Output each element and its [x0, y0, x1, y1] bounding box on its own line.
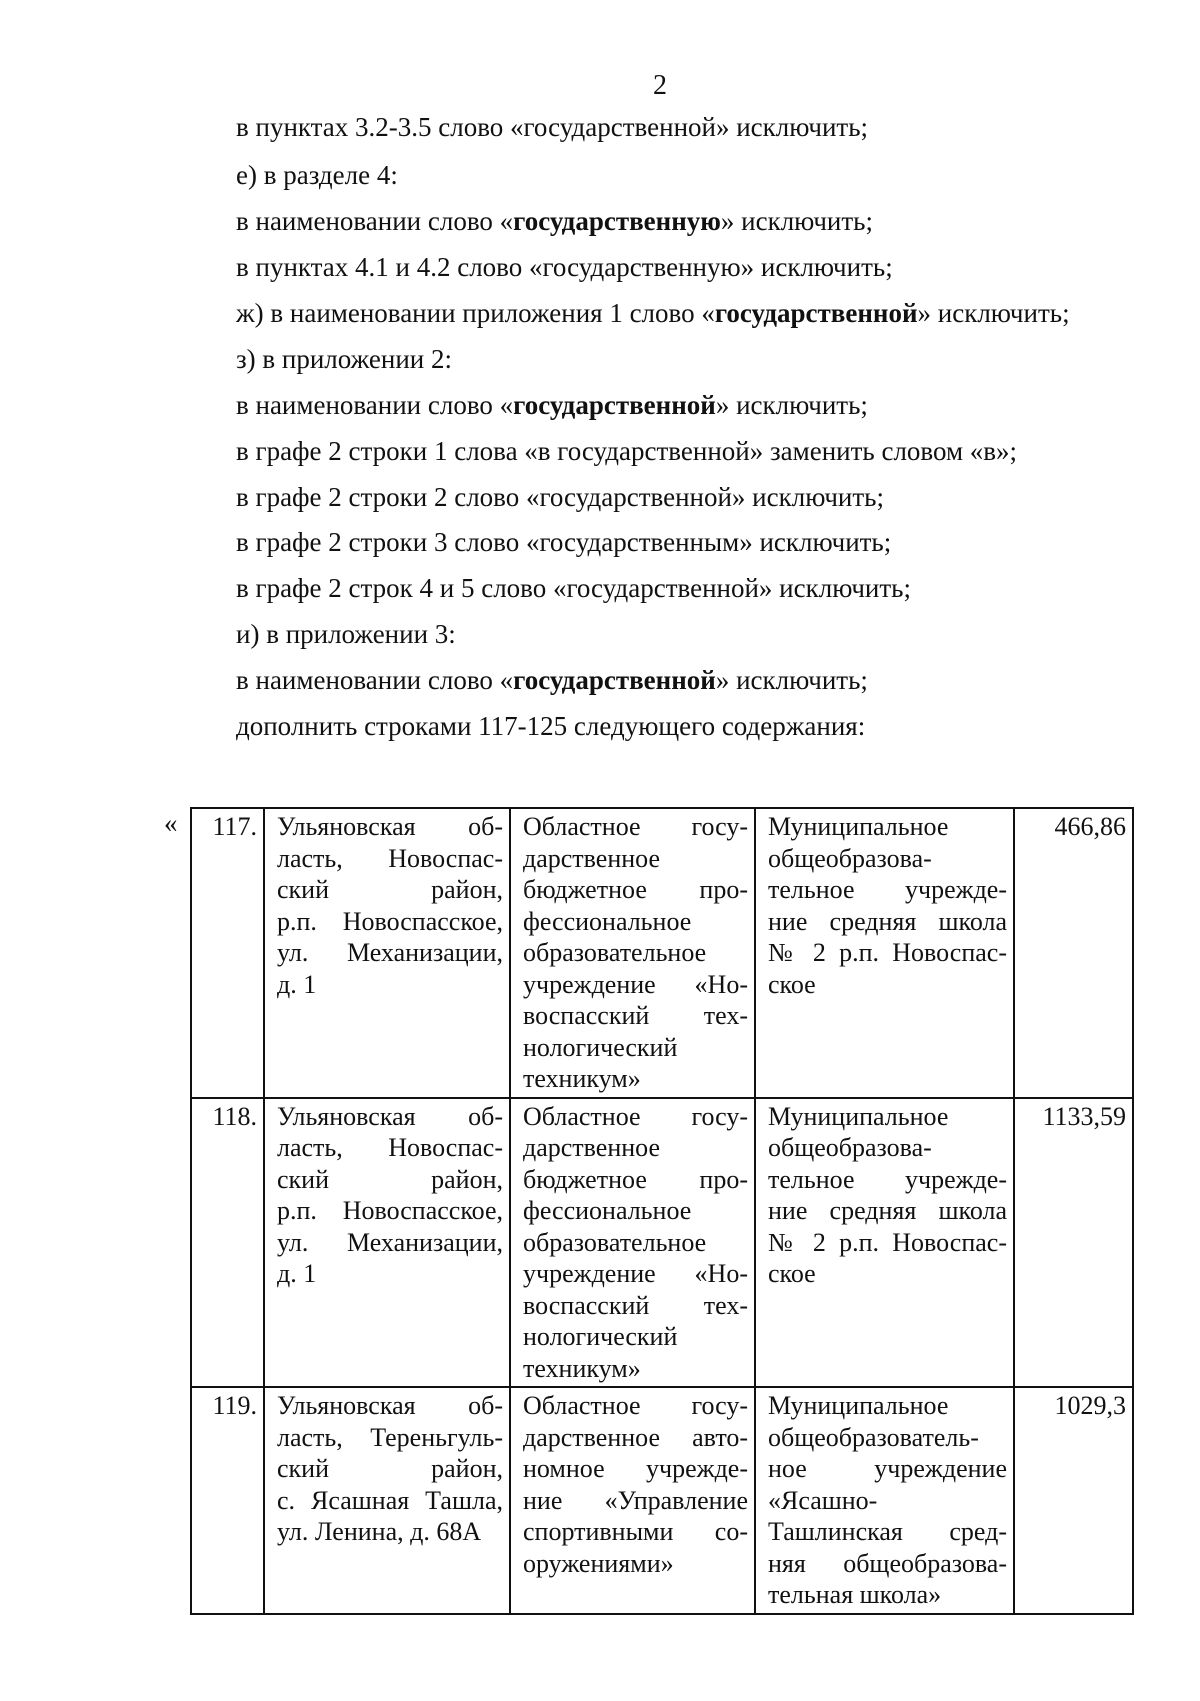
user-line: тельная школа»	[768, 1580, 942, 1609]
address-line: ул. Ленина, д. 68А	[277, 1517, 482, 1546]
address-line: ласть, Новоспас-	[277, 1133, 503, 1162]
cell-user	[755, 1387, 1014, 1614]
cell-user	[755, 1098, 1014, 1388]
user-line: ние средняя школа	[768, 906, 1007, 936]
owner-line: техникум»	[523, 1353, 641, 1383]
paragraph: в графе 2 строк 4 и 5 слово «государственной» исключить;	[236, 573, 911, 603]
user-line: общеобразова-	[768, 1133, 932, 1162]
owner-line: учреждение «Но-	[523, 1259, 748, 1288]
paragraph: з) в приложении 2:	[236, 344, 452, 374]
address-line: р.п. Новоспасское,	[277, 1196, 503, 1225]
paragraph	[236, 298, 1070, 329]
address-line: с. Ясашная Ташла,	[277, 1485, 503, 1515]
table-row	[191, 808, 1133, 1098]
paragraph	[236, 206, 873, 237]
owner-line: номное учрежде-	[523, 1454, 748, 1483]
paragraph: в графе 2 строки 2 слово «государственной» исключить;	[236, 482, 884, 512]
paragraph-text-before: в наименовании слово «	[236, 390, 514, 420]
user-line: ное учреждение	[768, 1454, 1007, 1483]
address-line: ский район,	[277, 1164, 503, 1194]
owner-line: воспасский тех-	[523, 1001, 748, 1030]
user-line: № 2 р.п. Новоспас-	[768, 938, 1007, 967]
address-line: ласть, Тереньгуль-	[277, 1422, 503, 1452]
address-line: ский район,	[277, 875, 503, 904]
paragraph-text-before: в наименовании слово «	[236, 206, 514, 236]
cell-owner	[510, 1387, 755, 1614]
address-line: р.п. Новоспасское,	[277, 906, 503, 936]
paragraph-bold-term: государственной	[513, 390, 716, 420]
user-line: тельное учрежде-	[768, 875, 1007, 904]
address-line: д. 1	[277, 1259, 317, 1288]
row-number: 118.	[191, 1098, 264, 1388]
cell-address	[264, 1098, 510, 1388]
cell-owner	[510, 808, 755, 1098]
address-line: Ульяновская об-	[277, 1101, 503, 1131]
user-line: № 2 р.п. Новоспас-	[768, 1227, 1007, 1257]
address-line: д. 1	[277, 969, 317, 999]
paragraph-bold-term: государственной	[714, 298, 918, 328]
address-line: ласть, Новоспас-	[277, 843, 503, 873]
user-line: ние средняя школа	[768, 1196, 1007, 1225]
amendment-table	[190, 807, 1134, 1615]
paragraph: и) в приложении 3:	[236, 619, 456, 649]
address-line: Ульяновская об-	[277, 1391, 503, 1420]
user-line: общеобразователь-	[768, 1422, 979, 1452]
cell-amount: 466,86	[1014, 808, 1133, 1098]
owner-line: дарственное	[523, 843, 661, 873]
owner-line: Областное госу-	[523, 1391, 748, 1420]
owner-line: бюджетное про-	[523, 1164, 748, 1194]
address-line: Ульяновская об-	[277, 812, 503, 841]
user-line: Муниципальное	[768, 1391, 949, 1420]
paragraph	[236, 665, 868, 696]
table-row	[191, 1387, 1133, 1614]
owner-line: бюджетное про-	[523, 875, 748, 904]
row-number: 119.	[191, 1387, 264, 1614]
row-number: 117.	[191, 808, 264, 1098]
paragraph: в пунктах 3.2-3.5 слово «государственной» исключить;	[236, 112, 869, 142]
owner-line: ние «Управление	[523, 1485, 748, 1515]
cell-amount: 1029,3	[1014, 1387, 1133, 1614]
user-line: Муниципальное	[768, 1101, 949, 1131]
paragraph-text-after: » исключить;	[715, 665, 868, 695]
paragraph: дополнить строками 117-125 следующего содержания:	[236, 711, 866, 741]
address-line: ул. Механизации,	[277, 938, 503, 967]
address-line: ский район,	[277, 1454, 503, 1483]
cell-user	[755, 808, 1014, 1098]
opening-quote-mark: «	[164, 808, 178, 838]
paragraph: в графе 2 строки 3 слово «государственным» исключить;	[236, 527, 892, 557]
paragraph-bold-term: государственную	[513, 206, 721, 236]
user-line: общеобразова-	[768, 843, 932, 873]
owner-line: учреждение «Но-	[523, 969, 748, 999]
owner-line: образовательное	[523, 938, 707, 967]
user-line: ское	[768, 1259, 816, 1288]
owner-line: Областное госу-	[523, 1101, 748, 1131]
owner-line: образовательное	[523, 1227, 707, 1257]
paragraph-bold-term: государственной	[513, 665, 716, 695]
address-line: ул. Механизации,	[277, 1227, 503, 1257]
paragraph-text-before: в наименовании слово «	[236, 665, 514, 695]
owner-line: воспасский тех-	[523, 1290, 748, 1320]
cell-owner	[510, 1098, 755, 1388]
owner-line: оружениями»	[523, 1548, 674, 1578]
paragraph-text-before: ж) в наименовании приложения 1 слово «	[236, 298, 715, 328]
user-line: тельное учрежде-	[768, 1164, 1007, 1194]
user-line: няя общеобразова-	[768, 1548, 1007, 1578]
cell-address	[264, 808, 510, 1098]
page-number: 2	[653, 70, 667, 101]
cell-amount: 1133,59	[1014, 1098, 1133, 1388]
owner-line: дарственное авто-	[523, 1422, 748, 1452]
paragraph-text-after: » исключить;	[715, 390, 868, 420]
owner-line: нологический	[523, 1032, 678, 1062]
cell-address	[264, 1387, 510, 1614]
owner-line: Областное госу-	[523, 812, 748, 841]
paragraph: е) в разделе 4:	[236, 160, 398, 190]
owner-line: спортивными со-	[523, 1517, 748, 1546]
paragraph: в пунктах 4.1 и 4.2 слово «государственную» исключить;	[236, 252, 893, 282]
paragraph-text-after: » исключить;	[917, 298, 1070, 328]
user-line: «Ясашно-	[768, 1485, 878, 1515]
user-line: ское	[768, 969, 816, 999]
owner-line: дарственное	[523, 1133, 661, 1162]
user-line: Ташлинская сред-	[768, 1517, 1007, 1546]
table-row	[191, 1098, 1133, 1388]
owner-line: техникум»	[523, 1064, 641, 1093]
owner-line: фессиональное	[523, 1196, 692, 1225]
owner-line: нологический	[523, 1322, 678, 1351]
user-line: Муниципальное	[768, 812, 949, 841]
paragraph: в графе 2 строки 1 слова «в государственной» заменить словом «в»;	[236, 436, 1018, 466]
paragraph	[236, 390, 868, 421]
paragraph-text-after: » исключить;	[720, 206, 873, 236]
owner-line: фессиональное	[523, 906, 692, 936]
